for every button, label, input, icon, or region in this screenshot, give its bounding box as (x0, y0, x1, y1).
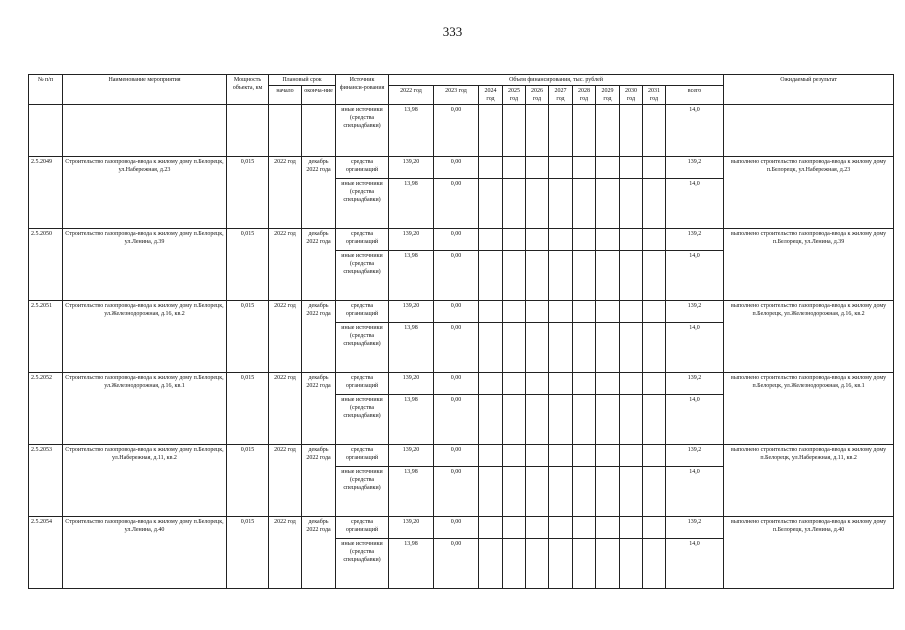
cell-empty (526, 323, 549, 373)
cell-empty (479, 467, 503, 517)
cell-empty (479, 323, 503, 373)
cell-source: средства организаций (336, 229, 389, 251)
cell-empty (573, 105, 596, 157)
cell-2022: 13,98 (389, 539, 434, 589)
cell-empty (549, 323, 573, 373)
cell-source: средства организаций (336, 517, 389, 539)
header-year-2031: 2031 год (643, 86, 666, 105)
cell-total: 139,2 (666, 157, 724, 179)
cell-empty (503, 301, 526, 323)
cell-empty (573, 301, 596, 323)
table-row (29, 229, 894, 251)
cell-empty (643, 301, 666, 323)
cell-empty (573, 157, 596, 179)
cell-num: 2.5.2051 (29, 301, 63, 373)
cell-empty (643, 323, 666, 373)
header-total: всего (666, 86, 724, 105)
cell-empty (573, 251, 596, 301)
cell-total: 14,0 (666, 467, 724, 517)
cell-empty (596, 467, 620, 517)
cell-empty (227, 105, 269, 157)
cell-2023: 0,00 (434, 157, 479, 179)
cell-end: декабрь 2022 года (302, 445, 336, 517)
cell-name: Строительство газопровода-ввода к жилому дому п.Белорецк, ул.Ленина, д.39 (63, 229, 227, 301)
cell-empty (526, 467, 549, 517)
cell-capacity: 0,015 (227, 301, 269, 373)
cell-empty (573, 517, 596, 539)
cell-empty (620, 539, 643, 589)
cell-result: выполнено строительство газопровода-ввода к жилому дому п.Белорецк, ул.Набережная, д.11, кв.2 (724, 445, 894, 517)
cell-empty (573, 445, 596, 467)
cell-empty (573, 395, 596, 445)
table-row-carryover (29, 105, 894, 157)
cell-empty (643, 251, 666, 301)
cell-empty (526, 179, 549, 229)
cell-empty (503, 323, 526, 373)
cell-empty (620, 301, 643, 323)
cell-empty (549, 539, 573, 589)
cell-empty (526, 373, 549, 395)
table-row (29, 157, 894, 179)
cell-empty (479, 517, 503, 539)
cell-empty (620, 157, 643, 179)
cell-empty (503, 467, 526, 517)
cell-source: иные источники (средства спецнадбавки) (336, 179, 389, 229)
cell-empty (503, 395, 526, 445)
cell-empty (549, 373, 573, 395)
cell-empty (479, 251, 503, 301)
cell-empty (643, 539, 666, 589)
cell-empty (643, 467, 666, 517)
table-row (29, 517, 894, 539)
cell-source: средства организаций (336, 373, 389, 395)
cell-empty (620, 105, 643, 157)
cell-source: средства организаций (336, 301, 389, 323)
cell-empty (526, 539, 549, 589)
header-year-2026: 2026 год (526, 86, 549, 105)
cell-empty (479, 395, 503, 445)
cell-empty (596, 539, 620, 589)
cell-num: 2.5.2054 (29, 517, 63, 589)
cell-empty (596, 301, 620, 323)
cell-empty (479, 157, 503, 179)
cell-2023: 0,00 (434, 539, 479, 589)
cell-empty (643, 179, 666, 229)
cell-2023: 0,00 (434, 179, 479, 229)
cell-total: 139,2 (666, 301, 724, 323)
cell-empty (643, 395, 666, 445)
cell-empty (503, 539, 526, 589)
cell-2023: 0,00 (434, 395, 479, 445)
cell-empty (549, 179, 573, 229)
cell-source: иные источники (средства спецнадбавки) (336, 467, 389, 517)
cell-2022: 13,98 (389, 323, 434, 373)
cell-capacity: 0,015 (227, 373, 269, 445)
table-row (29, 373, 894, 395)
cell-2023: 0,00 (434, 301, 479, 323)
cell-start: 2022 год (269, 373, 302, 445)
cell-source: иные источники (средства спецнадбавки) (336, 323, 389, 373)
cell-empty (620, 323, 643, 373)
cell-result: выполнено строительство газопровода-ввода к жилому дому п.Белорецк, ул.Железнодорожная, д.16, кв.2 (724, 301, 894, 373)
cell-result: выполнено строительство газопровода-ввода к жилому дому п.Белорецк, ул.Железнодорожная, д.16, кв.1 (724, 373, 894, 445)
cell-2022: 13,98 (389, 179, 434, 229)
cell-name: Строительство газопровода-ввода к жилому дому п.Белорецк, ул.Ленина, д.40 (63, 517, 227, 589)
cell-end: декабрь 2022 года (302, 373, 336, 445)
header-end: оконча-ние (302, 86, 336, 105)
cell-empty (526, 395, 549, 445)
cell-2023: 0,00 (434, 251, 479, 301)
cell-source: иные источники (средства спецнадбавки) (336, 251, 389, 301)
cell-2022: 13,98 (389, 467, 434, 517)
cell-total: 14,0 (666, 105, 724, 157)
cell-2022: 13,98 (389, 105, 434, 157)
cell-empty (596, 445, 620, 467)
cell-empty (573, 373, 596, 395)
table-body (29, 105, 894, 589)
header-year-2022: 2022 год (389, 86, 434, 105)
cell-end: декабрь 2022 года (302, 517, 336, 589)
cell-empty (596, 105, 620, 157)
cell-empty (526, 301, 549, 323)
cell-end: декабрь 2022 года (302, 301, 336, 373)
cell-empty (643, 445, 666, 467)
cell-empty (549, 251, 573, 301)
cell-empty (724, 105, 894, 157)
cell-empty (643, 157, 666, 179)
header-year-2030: 2030 год (620, 86, 643, 105)
cell-empty (526, 517, 549, 539)
cell-2023: 0,00 (434, 105, 479, 157)
header-year-2029: 2029 год (596, 86, 620, 105)
cell-capacity: 0,015 (227, 445, 269, 517)
financing-table (28, 74, 894, 589)
cell-capacity: 0,015 (227, 229, 269, 301)
cell-num: 2.5.2053 (29, 445, 63, 517)
cell-empty (596, 395, 620, 445)
cell-empty (503, 179, 526, 229)
cell-source: иные источники (средства спецнадбавки) (336, 539, 389, 589)
cell-end: декабрь 2022 года (302, 157, 336, 229)
cell-empty (596, 517, 620, 539)
cell-empty (620, 229, 643, 251)
cell-total: 14,0 (666, 179, 724, 229)
cell-empty (573, 539, 596, 589)
header-year-2024: 2024 год (479, 86, 503, 105)
cell-empty (526, 229, 549, 251)
header-num: № п/п (29, 75, 63, 105)
cell-empty (503, 373, 526, 395)
cell-result: выполнено строительство газопровода-ввода к жилому дому п.Белорецк, ул.Ленина, д.39 (724, 229, 894, 301)
cell-empty (643, 373, 666, 395)
cell-2022: 13,98 (389, 251, 434, 301)
cell-start: 2022 год (269, 301, 302, 373)
cell-empty (549, 517, 573, 539)
cell-empty (549, 229, 573, 251)
header-year-2028: 2028 год (573, 86, 596, 105)
cell-source: иные источники (средства спецнадбавки) (336, 105, 389, 157)
cell-2023: 0,00 (434, 323, 479, 373)
cell-result: выполнено строительство газопровода-ввода к жилому дому п.Белорецк, ул.Набережная, д.23 (724, 157, 894, 229)
cell-2023: 0,00 (434, 229, 479, 251)
cell-start: 2022 год (269, 229, 302, 301)
cell-empty (549, 445, 573, 467)
cell-empty (620, 467, 643, 517)
cell-empty (573, 467, 596, 517)
cell-2022: 139,20 (389, 517, 434, 539)
table-row (29, 445, 894, 467)
cell-result: выполнено строительство газопровода-ввода к жилому дому п.Белорецк, ул.Ленина, д.40 (724, 517, 894, 589)
header-plan-period: Плановый срок (269, 75, 336, 86)
cell-empty (503, 105, 526, 157)
cell-empty (503, 445, 526, 467)
cell-empty (573, 179, 596, 229)
cell-empty (620, 517, 643, 539)
cell-empty (479, 229, 503, 251)
cell-empty (596, 323, 620, 373)
cell-empty (620, 373, 643, 395)
cell-empty (526, 445, 549, 467)
cell-start: 2022 год (269, 157, 302, 229)
cell-empty (302, 105, 336, 157)
cell-start: 2022 год (269, 445, 302, 517)
header-year-2027: 2027 год (549, 86, 573, 105)
cell-2022: 13,98 (389, 395, 434, 445)
cell-empty (549, 157, 573, 179)
cell-empty (620, 179, 643, 229)
header-capacity: Мощность объекта, км (227, 75, 269, 105)
cell-empty (503, 517, 526, 539)
cell-empty (269, 105, 302, 157)
cell-2022: 139,20 (389, 157, 434, 179)
header-result: Ожидаемый результат (724, 75, 894, 105)
cell-empty (596, 179, 620, 229)
cell-empty (479, 105, 503, 157)
cell-empty (549, 395, 573, 445)
cell-source: иные источники (средства спецнадбавки) (336, 395, 389, 445)
cell-name: Строительство газопровода-ввода к жилому дому п.Белорецк, ул.Железнодорожная, д.16, кв.2 (63, 301, 227, 373)
cell-empty (573, 229, 596, 251)
cell-2022: 139,20 (389, 301, 434, 323)
cell-num: 2.5.2052 (29, 373, 63, 445)
table-row (29, 301, 894, 323)
cell-empty (63, 105, 227, 157)
cell-start: 2022 год (269, 517, 302, 589)
table-header (29, 75, 894, 105)
cell-name: Строительство газопровода-ввода к жилому дому п.Белорецк, ул.Набережная, д.11, кв.2 (63, 445, 227, 517)
cell-empty (596, 251, 620, 301)
cell-empty (620, 251, 643, 301)
header-year-2023: 2023 год (434, 86, 479, 105)
cell-empty (479, 445, 503, 467)
cell-total: 139,2 (666, 373, 724, 395)
cell-num: 2.5.2049 (29, 157, 63, 229)
cell-total: 139,2 (666, 445, 724, 467)
cell-source: средства организаций (336, 445, 389, 467)
cell-num: 2.5.2050 (29, 229, 63, 301)
header-volume: Объем финансирования, тыс. рублей (389, 75, 724, 86)
cell-2022: 139,20 (389, 229, 434, 251)
cell-2023: 0,00 (434, 373, 479, 395)
cell-empty (526, 105, 549, 157)
cell-capacity: 0,015 (227, 517, 269, 589)
cell-source: средства организаций (336, 157, 389, 179)
cell-empty (573, 323, 596, 373)
cell-empty (549, 105, 573, 157)
cell-empty (526, 157, 549, 179)
cell-2022: 139,20 (389, 373, 434, 395)
cell-total: 14,0 (666, 251, 724, 301)
cell-empty (549, 301, 573, 323)
cell-2023: 0,00 (434, 467, 479, 517)
cell-empty (549, 467, 573, 517)
cell-end: декабрь 2022 года (302, 229, 336, 301)
cell-total: 14,0 (666, 323, 724, 373)
cell-empty (596, 229, 620, 251)
header-start: начало (269, 86, 302, 105)
cell-total: 14,0 (666, 395, 724, 445)
cell-empty (526, 251, 549, 301)
cell-empty (503, 229, 526, 251)
header-name: Наименование мероприятия (63, 75, 227, 105)
cell-2023: 0,00 (434, 445, 479, 467)
cell-name: Строительство газопровода-ввода к жилому дому п.Белорецк, ул.Набережная, д.23 (63, 157, 227, 229)
cell-empty (643, 229, 666, 251)
cell-empty (479, 539, 503, 589)
cell-empty (643, 517, 666, 539)
header-source: Источник финанси-рования (336, 75, 389, 105)
cell-empty (596, 157, 620, 179)
cell-empty (620, 395, 643, 445)
cell-2023: 0,00 (434, 517, 479, 539)
cell-empty (620, 445, 643, 467)
cell-empty (29, 105, 63, 157)
cell-empty (479, 301, 503, 323)
cell-empty (596, 373, 620, 395)
cell-total: 14,0 (666, 539, 724, 589)
cell-total: 139,2 (666, 517, 724, 539)
cell-empty (503, 251, 526, 301)
cell-name: Строительство газопровода-ввода к жилому дому п.Белорецк, ул.Железнодорожная, д.16, кв.1 (63, 373, 227, 445)
cell-empty (503, 157, 526, 179)
header-year-2025: 2025 год (503, 86, 526, 105)
cell-total: 139,2 (666, 229, 724, 251)
cell-empty (479, 373, 503, 395)
cell-empty (479, 179, 503, 229)
cell-capacity: 0,015 (227, 157, 269, 229)
cell-empty (643, 105, 666, 157)
cell-2022: 139,20 (389, 445, 434, 467)
page-number: 333 (442, 24, 463, 39)
